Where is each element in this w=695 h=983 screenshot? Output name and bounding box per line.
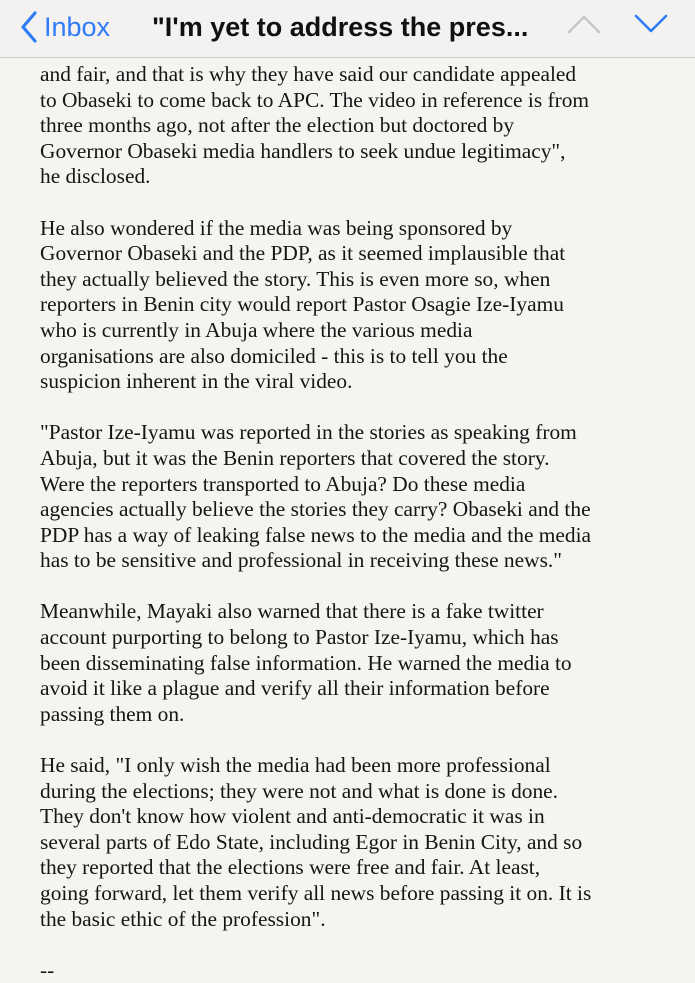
- next-message-button[interactable]: [633, 12, 669, 41]
- chevron-left-icon: [20, 11, 38, 43]
- message-paragraph: Meanwhile, Mayaki also warned that there is a fake twitter account purporting to belong to Pastor Ize-Iyamu, which has been disseminating false information. He warned the media to avoid it like a plague and verify all their information before passing them on.: [40, 599, 572, 726]
- navigation-bar: [0, 0, 695, 58]
- message-signature-separator: --: [40, 957, 55, 982]
- back-button-label: Inbox: [44, 11, 111, 42]
- message-body: [40, 62, 680, 983]
- previous-message-button[interactable]: [566, 12, 602, 41]
- chevron-up-icon: [566, 23, 602, 40]
- message-paragraph: He also wondered if the media was being sponsored by Governor Obaseki and the PDP, as it seemed implausible that they actually believed the story. This is even more so, when reporters in Benin city would report Pastor Osagie Ize-Iyamu who is currently in Abuja where the various media organisations are also domiciled - this is to tell you the suspicion inherent in the viral video.: [40, 215, 566, 394]
- message-paragraph: and fair, and that is why they have said our candidate appealed to Obaseki to come back to APC. The video in reference is from three months ago, not after the election but doctored by Governor Obaseki media handlers to seek undue legitimacy", he disclosed.: [40, 62, 590, 189]
- message-paragraph: "Pastor Ize-Iyamu was reported in the stories as speaking from Abuja, but it was the Benin reporters that covered the story. Were the reporters transported to Abuja? Do these media agencies actually believe the stories they carry? Obaseki and the PDP has a way of leaking false news to the media and the media has to be sensitive and professional in receiving these news.": [40, 420, 592, 573]
- back-to-inbox-button[interactable]: [20, 10, 110, 44]
- message-paragraph: He said, "I only wish the media had been more professional during the elections; they were not and what is done is done. They don't know how violent and anti-democratic it was in several parts of Edo State, including Egor in Benin City, and so they reported that the elections were free and fair. At least, going forward, let them verify all news before passing it on. It is the basic ethic of the profession".: [40, 753, 592, 931]
- chevron-down-icon: [633, 23, 669, 40]
- message-subject-title: "I'm yet to address the pres...: [152, 12, 529, 42]
